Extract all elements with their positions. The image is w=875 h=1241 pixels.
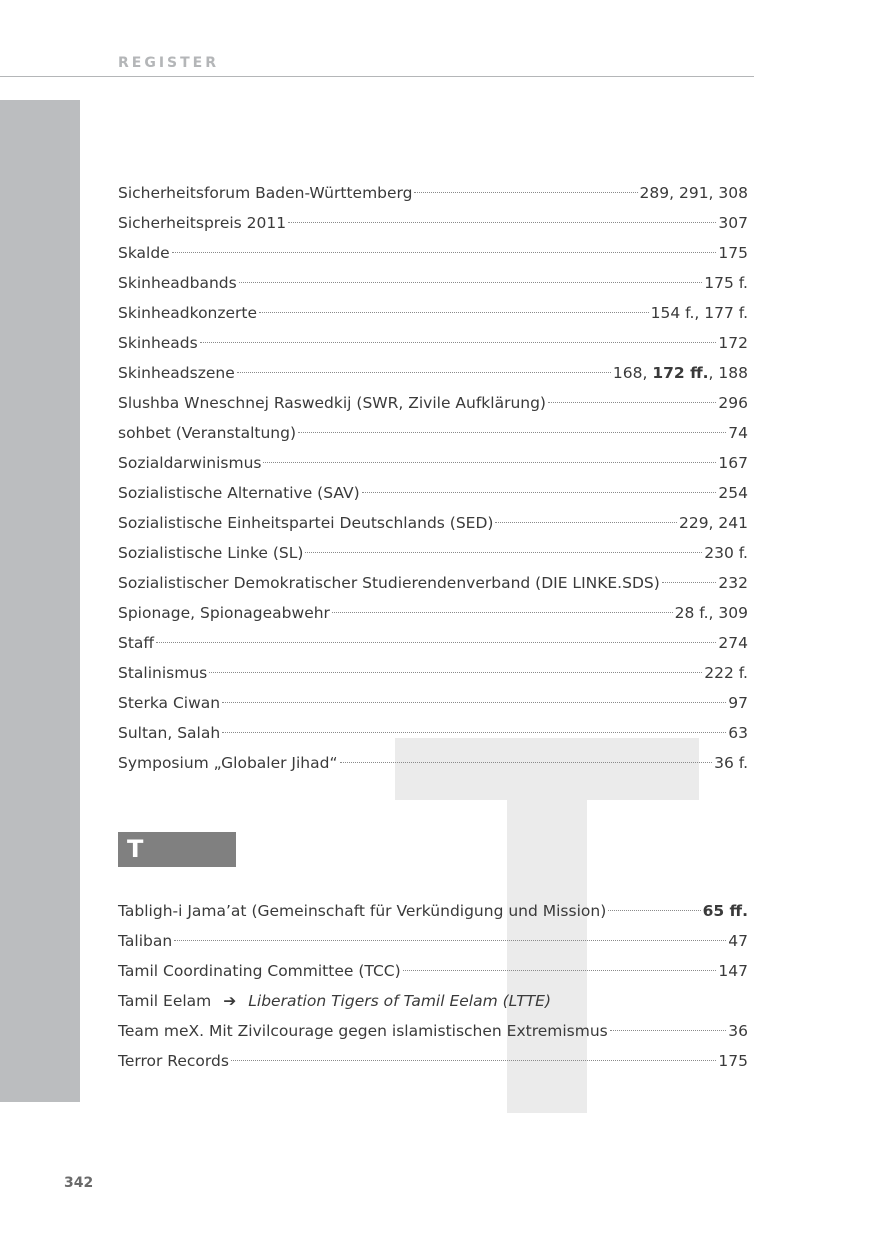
dot-leader [608, 910, 700, 911]
index-term: Sozialistischer Demokratischer Studierendenverband (DIE LINKE.SDS) [118, 574, 660, 592]
index-term: Skalde [118, 244, 170, 262]
page-reference: 97 [728, 694, 748, 712]
index-entry [118, 986, 748, 1016]
index-entry [118, 388, 748, 418]
page-reference: 230 f. [704, 544, 748, 562]
page-reference: 47 [728, 932, 748, 950]
page-reference: 274 [718, 634, 748, 652]
index-entry [118, 268, 748, 298]
index-entry [118, 688, 748, 718]
index-term: Sozialdarwinismus [118, 454, 262, 472]
index-section-s [118, 178, 748, 778]
dot-leader [172, 252, 717, 253]
index-term: Terror Records [118, 1052, 229, 1070]
index-entry [118, 508, 748, 538]
index-term: Slushba Wneschnej Raswedkij (SWR, Zivile Aufklärung) [118, 394, 546, 412]
index-entry [118, 178, 748, 208]
index-term: Spionage, Spionageabwehr [118, 604, 330, 622]
dot-leader [209, 672, 702, 673]
index-entry [118, 538, 748, 568]
dot-leader [200, 342, 717, 343]
index-term: Sicherheitsforum Baden-Württemberg [118, 184, 413, 202]
page-reference: 232 [718, 574, 748, 592]
index-term: Sozialistische Alternative (SAV) [118, 484, 360, 502]
index-term: Sozialistische Linke (SL) [118, 544, 304, 562]
page-reference: 147 [718, 962, 748, 980]
page-reference: 254 [718, 484, 748, 502]
index-term: sohbet (Veranstaltung) [118, 424, 297, 442]
index-entry [118, 748, 748, 778]
page-references [718, 238, 748, 268]
page-reference: 36 [728, 1022, 748, 1040]
index-term: Tabligh-i Jama’at (Gemeinschaft für Verkündigung und Mission) [118, 902, 607, 920]
page-reference: 28 f., 309 [674, 604, 748, 622]
page-references [704, 658, 748, 688]
dot-leader [298, 432, 726, 433]
page-references [718, 628, 748, 658]
index-entry [118, 628, 748, 658]
index-term: Skinheads [118, 334, 198, 352]
page-references [651, 298, 748, 328]
index-entry [118, 598, 748, 628]
index-term: Skinheadkonzerte [118, 304, 258, 322]
index-entry [118, 328, 748, 358]
dot-leader [237, 372, 611, 373]
page-reference: 167 [718, 454, 748, 472]
page-references [675, 598, 748, 628]
index-term: Staff [118, 634, 155, 652]
page-reference: 175 [718, 1052, 748, 1070]
dot-leader [610, 1030, 727, 1031]
page-references [718, 956, 748, 986]
index-entry [118, 1016, 748, 1046]
index-entry [118, 448, 748, 478]
page-references [728, 718, 748, 748]
page-references [703, 896, 748, 926]
page-references [718, 208, 748, 238]
see-reference: Liberation Tigers of Tamil Eelam (LTTE) [248, 992, 552, 1010]
index-term: Sicherheitspreis 2011 [118, 214, 287, 232]
dot-leader [403, 970, 717, 971]
page-references [704, 268, 748, 298]
main-page-reference: 172 ff. [652, 364, 709, 382]
dot-leader [239, 282, 703, 283]
page-reference: 74 [728, 424, 748, 442]
page-reference: 63 [728, 724, 748, 742]
index-term: Sozialistische Einheitspartei Deutschlands (SED) [118, 514, 494, 532]
page-references [704, 538, 748, 568]
page-reference: 172 [718, 334, 748, 352]
dot-leader [340, 762, 713, 763]
index-entry [118, 718, 748, 748]
index-term: Tamil Eelam [118, 992, 212, 1010]
page-references [613, 358, 748, 388]
dot-leader [548, 402, 716, 403]
page-references [728, 688, 748, 718]
page-references [718, 388, 748, 418]
page-references [718, 478, 748, 508]
dot-leader [259, 312, 649, 313]
index-term: Team meX. Mit Zivilcourage gegen islamistischen Extremismus [118, 1022, 608, 1040]
index-term: Skinheadbands [118, 274, 237, 292]
index-entry [118, 478, 748, 508]
dot-leader [222, 732, 726, 733]
index-entry [118, 298, 748, 328]
page-references [640, 178, 748, 208]
dot-leader [305, 552, 702, 553]
dot-leader [222, 702, 726, 703]
index-term: Skinheadszene [118, 364, 235, 382]
index-term: Sterka Ciwan [118, 694, 221, 712]
dot-leader [288, 222, 716, 223]
index-term: Sultan, Salah [118, 724, 221, 742]
page-references [679, 508, 748, 538]
page-reference: 296 [718, 394, 748, 412]
index-entry [118, 208, 748, 238]
page-reference: 154 f., 177 f. [650, 304, 748, 322]
header-rule [0, 76, 754, 77]
index-entry [118, 926, 748, 956]
page-references [718, 448, 748, 478]
page-references [714, 748, 748, 778]
page-reference: 289, 291, 308 [639, 184, 748, 202]
index-entry [118, 956, 748, 986]
page-reference: 307 [718, 214, 748, 232]
index-term: Symposium „Globaler Jihad“ [118, 754, 338, 772]
index-entry [118, 358, 748, 388]
index-entry [118, 418, 748, 448]
index-entry [118, 238, 748, 268]
dot-leader [662, 582, 717, 583]
dot-leader [231, 1060, 716, 1061]
index-section-t [118, 896, 748, 1076]
index-entry [118, 1046, 748, 1076]
page-reference: 222 f. [704, 664, 748, 682]
page-reference: 175 [718, 244, 748, 262]
page-references [728, 926, 748, 956]
page-references [718, 328, 748, 358]
dot-leader [414, 192, 637, 193]
dot-leader [495, 522, 677, 523]
page-reference: 168, [612, 364, 653, 382]
page-references [728, 418, 748, 448]
index-term: Taliban [118, 932, 173, 950]
side-color-bar [0, 100, 80, 1102]
section-letter-heading: T [118, 832, 236, 867]
index-entry [118, 896, 748, 926]
page-number: 342 [64, 1175, 94, 1191]
dot-leader [332, 612, 673, 613]
index-entry [118, 658, 748, 688]
page-references [718, 568, 748, 598]
index-term: Stalinismus [118, 664, 208, 682]
see-reference-arrow-icon: ➔ [223, 992, 237, 1010]
main-page-reference: 65 ff. [702, 902, 748, 920]
page-reference: 36 f. [714, 754, 748, 772]
page-references [728, 1016, 748, 1046]
index-term: Tamil Coordinating Committee (TCC) [118, 962, 401, 980]
running-header: REGISTER [118, 55, 220, 71]
page-reference: 229, 241 [678, 514, 748, 532]
index-entry [118, 568, 748, 598]
page-reference: 175 f. [704, 274, 748, 292]
dot-leader [263, 462, 716, 463]
dot-leader [156, 642, 716, 643]
dot-leader [174, 940, 726, 941]
dot-leader [362, 492, 717, 493]
page-reference: , 188 [708, 364, 748, 382]
page-references [718, 1046, 748, 1076]
